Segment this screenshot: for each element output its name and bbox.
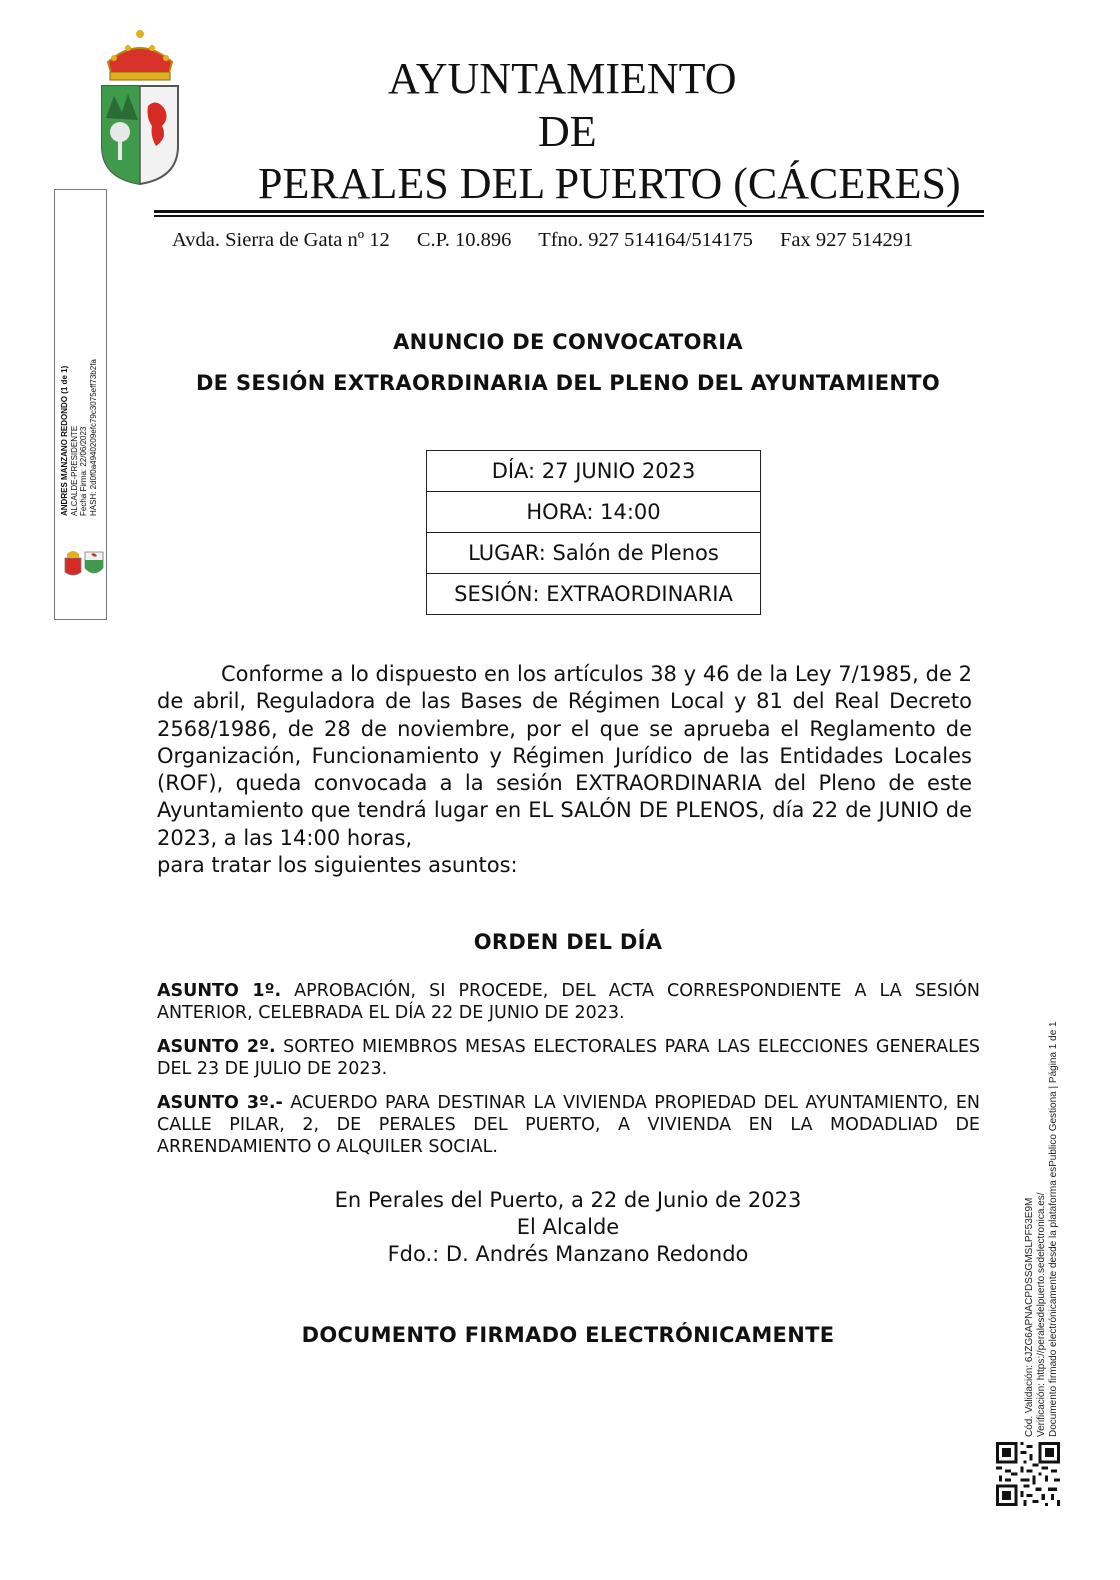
platform-note: Documento firmado electrónicamente desde la plataforma esPublico Gestiona | Página 1 de 1: [1048, 1021, 1059, 1437]
agenda-item-label: ASUNTO 1º.: [157, 981, 282, 1001]
announcement-heading-2: DE SESIÓN EXTRAORDINARIA DEL PLENO DEL AYUNTAMIENTO: [195, 371, 941, 395]
qr-code-icon: [996, 1442, 1060, 1506]
agenda-item-label: ASUNTO 2º.: [157, 1037, 276, 1057]
convocation-paragraph-main: Conforme a lo dispuesto en los artículos 38 y 46 de la Ley 7/1985, de 2 de abril, Reguladora de las Bases de Régimen Local y 81 del Real Decreto 2568/1986, de 28 de noviembre, por el que se aprueba el Reglamento de Organización, Funcionamiento y Régimen Jurídico de las Entidades Locales (ROF), queda convocada a la sesión EXTRAORDINARIA del Pleno de este Ayuntamiento que tendrá lugar en EL SALÓN DE PLENOS, día 22 de JUNIO de 2023, a las 14:00 horas,: [157, 662, 972, 850]
agenda-heading: ORDEN DEL DÍA: [473, 930, 663, 954]
verification-url[interactable]: Verificación: https://peralesdelpuerto.sedelectronica.es/: [1036, 1192, 1047, 1437]
fax-number: Fax 927 514291: [779, 229, 914, 251]
session-hour: HORA: 14:00: [427, 492, 761, 533]
convocation-paragraph-end: para tratar los siguientes asuntos:: [157, 853, 518, 878]
convocation-paragraph: [157, 661, 972, 879]
signature-stamp: [54, 189, 107, 620]
session-info-table: [426, 450, 761, 615]
postal-code: C.P. 10.896: [416, 229, 512, 251]
coat-of-arms-logo: [98, 28, 182, 188]
header-divider-thick: [154, 210, 984, 213]
agenda-item-label: ASUNTO 3º.-: [157, 1093, 283, 1113]
session-place: LUGAR: Salón de Plenos: [427, 533, 761, 574]
agenda-item: [157, 1092, 980, 1158]
signer-role: ALCALDE-PRESIDENTE: [69, 425, 79, 516]
municipality-title-line-3: PERALES DEL PUERTO (CÁCERES): [258, 159, 961, 208]
agenda-item-text: ACUERDO PARA DESTINAR LA VIVIENDA PROPIEDAD DEL AYUNTAMIENTO, EN CALLE PILAR, 2, DE PERALES DEL PUERTO, A VIVIENDA EN LA MODADLIAD DE ARRENDAMIENTO O ALQUILER SOCIAL.: [157, 1093, 980, 1157]
signer-name: ANDRES MANZANO REDONDO (1 de 1): [60, 365, 69, 516]
municipality-title-line-2: DE: [538, 107, 597, 156]
closing-role: El Alcalde: [516, 1215, 620, 1239]
header-divider-thin: [154, 215, 984, 217]
validation-code: Cód. Validación: 6JZG6APNACPDSSGMSLPF53E9M: [1024, 1197, 1035, 1437]
signature-hash: HASH: 2d0f0a4940209efc79c3075eff73b2fa: [88, 359, 98, 516]
small-coat-of-arms-icon: [63, 548, 105, 580]
municipality-title-line-1: AYUNTAMIENTO: [388, 54, 737, 103]
agenda-item: [157, 1036, 980, 1080]
session-type: SESIÓN: EXTRAORDINARIA: [427, 574, 761, 615]
electronic-signature-notice: DOCUMENTO FIRMADO ELECTRÓNICAMENTE: [301, 1323, 835, 1347]
closing-signature: Fdo.: D. Andrés Manzano Redondo: [387, 1242, 749, 1266]
signature-stamp-text: [60, 216, 98, 516]
agenda-item-text: SORTEO MIEMBROS MESAS ELECTORALES PARA LAS ELECCIONES GENERALES DEL 23 DE JULIO DE 2023.: [157, 1037, 981, 1079]
agenda-item: [157, 980, 980, 1024]
verification-stamp: [1024, 1021, 1060, 1437]
contact-line: [172, 229, 913, 252]
session-day: DÍA: 27 JUNIO 2023: [427, 451, 761, 492]
signature-date: Fecha Firma: 22/06/2023: [79, 426, 88, 516]
street-address: Avda. Sierra de Gata nº 12: [172, 229, 390, 251]
agenda-item-text: APROBACIÓN, SI PROCEDE, DEL ACTA CORRESPONDIENTE A LA SESIÓN ANTERIOR, CELEBRADA EL DÍA 22 DE JUNIO DE 2023.: [157, 981, 980, 1023]
phone-number: Tfno. 927 514164/514175: [538, 229, 753, 251]
announcement-heading-1: ANUNCIO DE CONVOCATORIA: [393, 330, 743, 354]
closing-place-date: En Perales del Puerto, a 22 de Junio de 2023: [334, 1188, 802, 1212]
